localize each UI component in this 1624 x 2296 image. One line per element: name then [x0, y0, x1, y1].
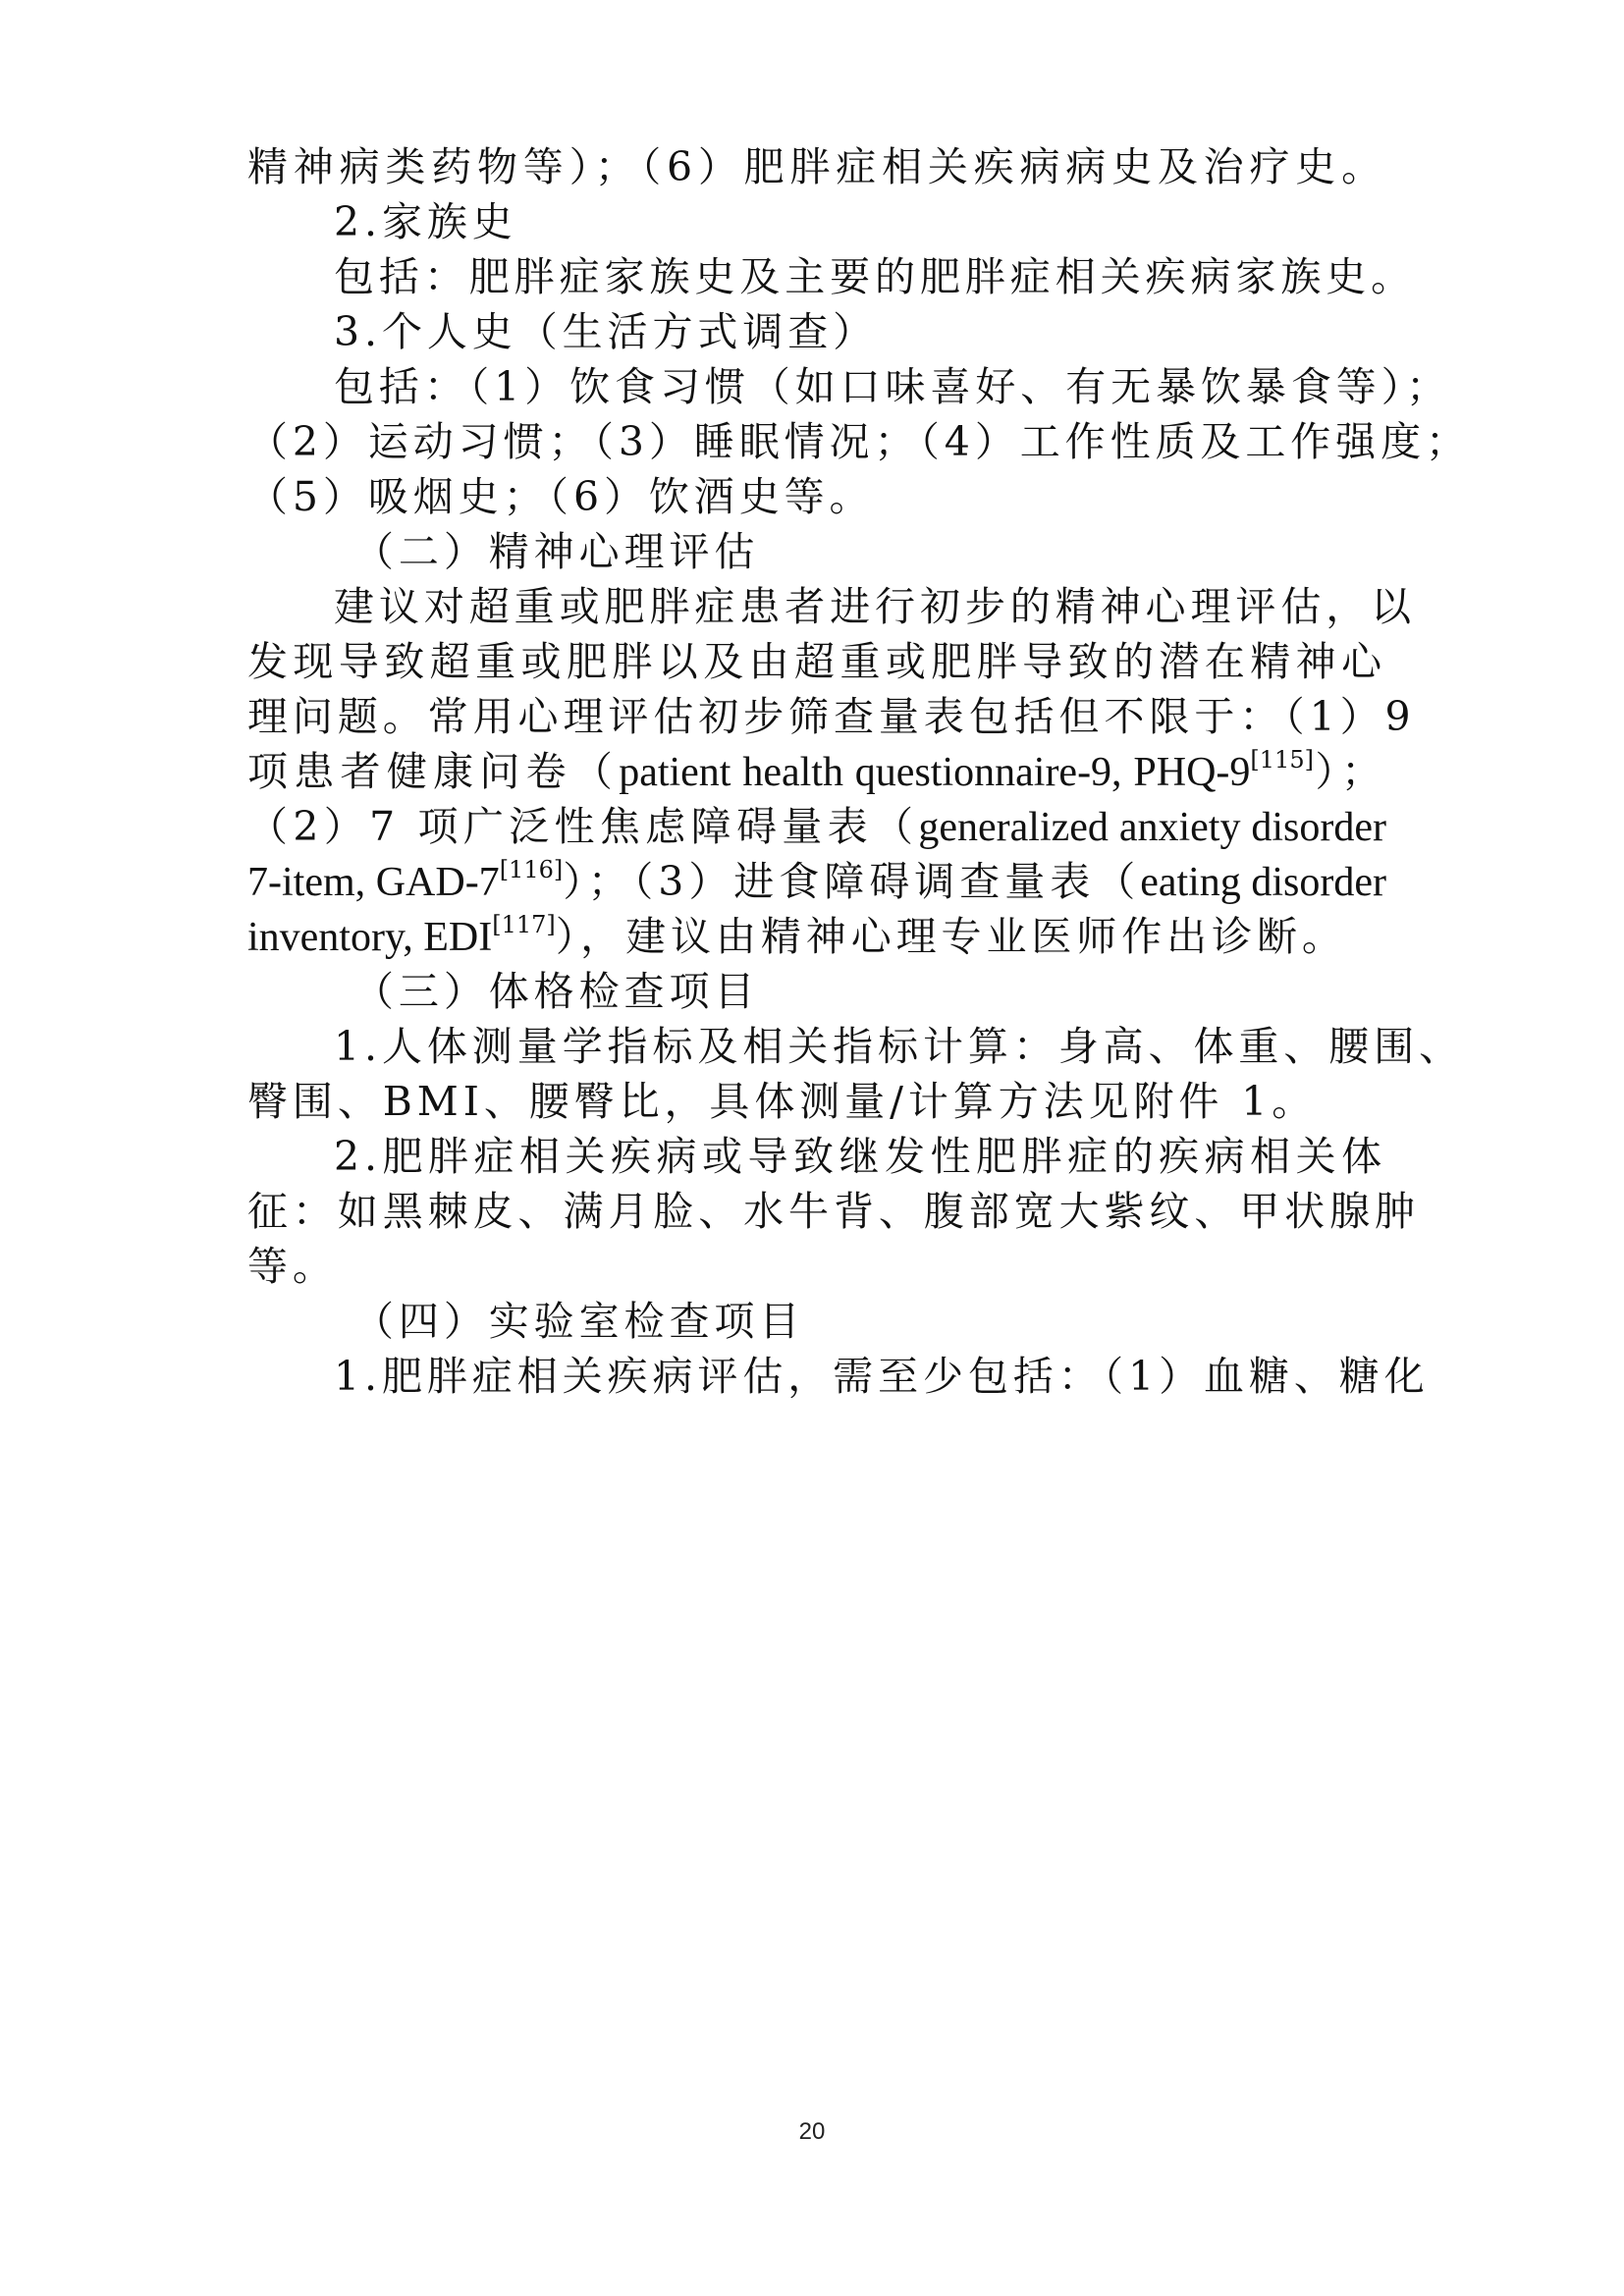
citation-ref: [117] [492, 911, 556, 938]
text-span: 7-item, GAD-7 [247, 860, 500, 905]
citation-ref: [116] [499, 856, 564, 883]
section-heading-physical-exam: （三）体格检查项目 [353, 968, 760, 1015]
text-span: ），建议由精神心理专业医师作出诊断。 [555, 913, 1347, 960]
text-span: （2）7 项广泛性焦虑障碍量表（ [247, 803, 919, 850]
text-line: 理问题。常用心理评估初步筛查量表包括但不限于：（1）9 [247, 693, 1416, 740]
text-span: generalized anxiety disorder [918, 805, 1386, 850]
text-line: 等。 [247, 1243, 338, 1290]
text-line: （5）吸烟史；（6）饮酒史等。 [247, 473, 875, 520]
text-span: ）； [1313, 748, 1387, 795]
page-number: 20 [798, 2118, 826, 2145]
text-line: 包括：（1）饮食习惯（如口味喜好、有无暴饮暴食等）； [334, 363, 1452, 410]
text-span: 项患者健康问卷（ [247, 748, 620, 795]
section-heading-psych-assessment: （二）精神心理评估 [353, 528, 760, 575]
text-span: patient health questionnaire-9, PHQ-9 [619, 750, 1251, 795]
text-line: 发现导致超重或肥胖以及由超重或肥胖导致的潜在精神心 [247, 638, 1386, 685]
section-heading-family-history: 2.家族史 [334, 198, 517, 245]
text-line: 2.肥胖症相关疾病或导致继发性肥胖症的疾病相关体 [334, 1133, 1386, 1180]
text-span: inventory, EDI [247, 915, 493, 960]
text-line: 征：如黑棘皮、满月脸、水牛背、腹部宽大紫纹、甲状腺肿 [247, 1188, 1420, 1235]
citation-ref: [115] [1250, 746, 1314, 774]
text-line: 精神病类药物等）；（6）肥胖症相关疾病病史及治疗史。 [247, 143, 1386, 190]
text-line: 建议对超重或肥胖症患者进行初步的精神心理评估，以 [334, 583, 1417, 630]
section-heading-personal-history: 3.个人史（生活方式调查） [334, 308, 879, 355]
text-line: （2）运动习惯；（3）睡眠情况；（4）工作性质及工作强度； [247, 418, 1471, 465]
text-line: 包括：肥胖症家族史及主要的肥胖症相关疾病家族史。 [334, 253, 1417, 300]
text-span: eating disorder [1140, 860, 1387, 905]
text-line: 1.肥胖症相关疾病评估，需至少包括：（1）血糖、糖化 [334, 1353, 1430, 1400]
text-line: 臀围、BMI、腰臀比，具体测量/计算方法见附件 1。 [247, 1078, 1318, 1125]
text-span: ）；（3）进食障碍调查量表（ [563, 858, 1141, 905]
section-heading-lab-tests: （四）实验室检查项目 [353, 1298, 805, 1345]
text-line: 1.人体测量学指标及相关指标计算：身高、体重、腰围、 [334, 1023, 1465, 1070]
